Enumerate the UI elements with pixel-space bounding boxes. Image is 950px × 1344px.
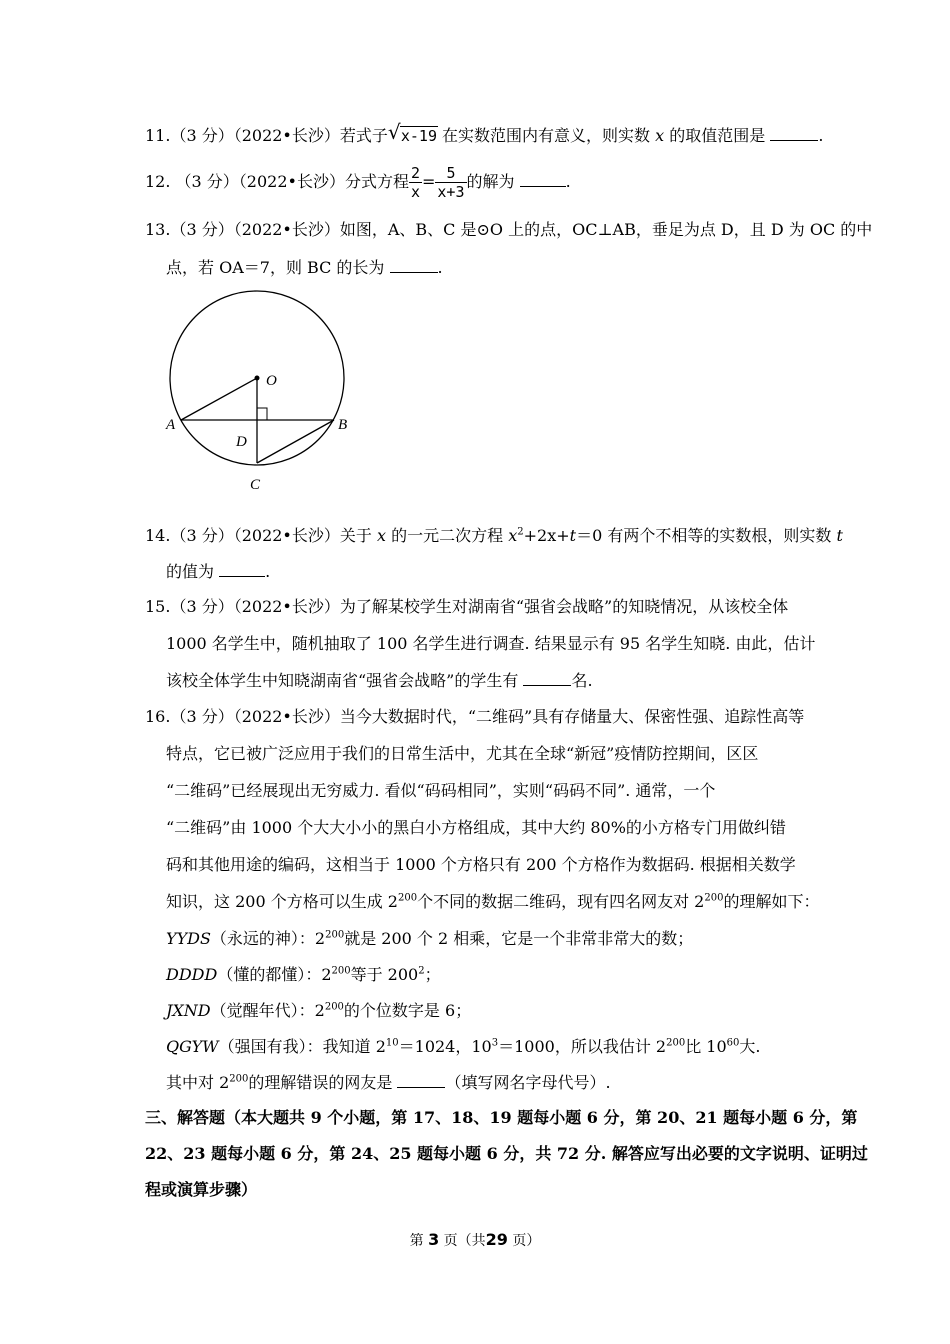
label-a: A — [166, 417, 176, 433]
question-12: 12. （3 分）（2022•长沙）分式方程 $\frac{2}{x}$ = $\frac{5}{x+3}$ 的解为 . — [145, 164, 571, 201]
question-16-last-line: 其中对 $2^{200}$的理解错误的网友是 （填写网名字母代号）. — [166, 1073, 611, 1092]
page-footer: 第 3 页（共29 页） — [409, 1230, 541, 1249]
sqrt-expression: √ x-19 — [387, 120, 437, 145]
page-total: 29 — [485, 1230, 508, 1249]
section-3-heading-line-1: 三、解答题（本大题共 9 个小题，第 17、18、19 题每小题 6 分，第 20、21 题每小题 6 分，第 — [145, 1108, 858, 1127]
question-11: 11.（3 分）（2022•长沙）若式子 √ x-19 在实数范围内有意义，则实数 x 的取值范围是 . — [145, 120, 824, 145]
radius-oa — [181, 378, 257, 420]
opinion-jxnd: JXND（觉醒年代）：$2^{200}$的个位数字是 6； — [166, 1001, 472, 1020]
question-16-line-2: 特点，它已被广泛应用于我们的日常生活中，尤其在全球“新冠”疫情防控期间，区区 — [166, 744, 759, 763]
question-13-line-1: 13.（3 分）（2022•长沙）如图，A、B、C 是⊙O 上的点，OC⊥AB，垂足为点 D，且 D 为 OC 的中 — [145, 220, 873, 239]
section-3-heading-line-3: 程或演算步骤） — [145, 1180, 258, 1199]
fraction-2: $\frac{5}{x+3}$ — [437, 164, 465, 201]
question-16-line-3: “二维码”已经展现出无穷威力. 看似“码码相同”，实则“码码不同”. 通常，一个 — [166, 781, 716, 800]
question-14-line-2: 的值为 . — [166, 562, 271, 581]
answer-blank — [219, 562, 265, 577]
question-15-line-3: 该校全体学生中知晓湖南省“强省会战略”的学生有 名. — [166, 671, 593, 690]
label-d: D — [236, 434, 247, 450]
q11-prefix: 11.（3 分）（2022•长沙）若式子 — [145, 126, 388, 145]
label-c: C — [250, 477, 261, 493]
question-14-line-1: 14.（3 分）（2022•长沙）关于 x 的一元二次方程 $x^2+2x+t=0$ 有两个不相等的实数根，则实数 t — [145, 526, 843, 545]
fraction-1: $\frac{2}{x}$ — [410, 164, 420, 201]
question-13-line-2: 点，若 OA＝7，则 BC 的长为 . — [166, 258, 443, 277]
opinion-dddd: DDDD（懂的都懂）：$2^{200}$等于 $200^2$； — [166, 965, 441, 984]
center-point — [255, 376, 260, 381]
question-15-line-1: 15.（3 分）（2022•长沙）为了解某校学生对湖南省“强省会战略”的知晓情况，从该校全体 — [145, 597, 789, 616]
label-o: O — [266, 373, 277, 389]
question-16-line-5: 码和其他用途的编码，这相当于 1000 个方格只有 200 个方格作为数据码. 根据相关数学 — [166, 855, 796, 874]
answer-blank — [523, 671, 571, 686]
page-number: 3 — [428, 1230, 440, 1249]
opinion-qgyw: QGYW（强国有我）：我知道 $2^{10}=1024$，$10^3=1000$，所以我估计 $2^{200}$比 $10^{60}$大. — [166, 1037, 761, 1056]
circle-figure — [160, 284, 360, 496]
answer-blank — [520, 172, 566, 187]
right-angle-mark — [257, 408, 267, 420]
answer-blank — [390, 258, 438, 273]
section-3-heading-line-2: 22、23 题每小题 6 分，第 24、25 题每小题 6 分，共 72 分. 解答应写出必要的文字说明、证明过 — [145, 1144, 868, 1163]
question-16-line-4: “二维码”由 1000 个大大小小的黑白小方格组成，其中大约 80%的小方格专门用做纠错 — [166, 818, 786, 837]
question-16-line-1: 16.（3 分）（2022•长沙）当今大数据时代，“二维码”具有存储量大、保密性强、追踪性高等 — [145, 707, 805, 726]
answer-blank — [770, 126, 818, 141]
answer-blank — [397, 1073, 445, 1088]
question-16-line-6: 知识，这 200 个方格可以生成 $2^{200}$个不同的数据二维码，现有四名网友对 $2^{200}$的理解如下： — [166, 892, 820, 911]
radicand: x-19 — [400, 127, 437, 145]
label-b: B — [338, 417, 348, 433]
opinion-yyds: YYDS（永远的神）：$2^{200}$就是 200 个 2 相乘，它是一个非常非常大的数； — [166, 929, 694, 948]
question-15-line-2: 1000 名学生中，随机抽取了 100 名学生进行调查. 结果显示有 95 名学生知晓. 由此，估计 — [166, 634, 816, 653]
